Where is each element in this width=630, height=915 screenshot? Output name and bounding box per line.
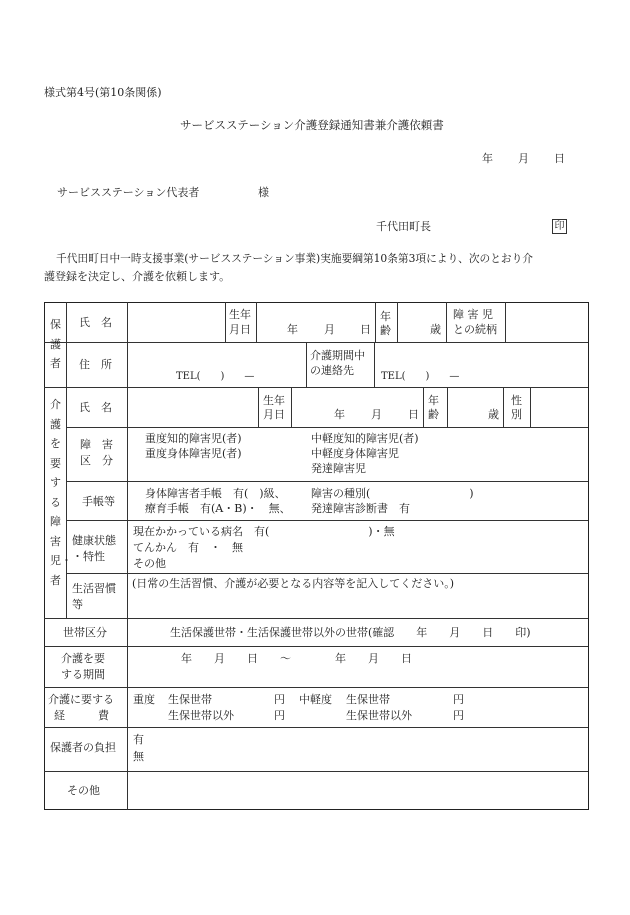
cost-yen: 円 bbox=[274, 693, 285, 706]
guardian-age-unit: 歳 bbox=[430, 323, 441, 336]
child-birth-label-2: 月日 bbox=[263, 408, 285, 421]
body-text-line-2: 護登録を決定し、介護を依頼します。 bbox=[44, 270, 231, 283]
seal-mark: 印 bbox=[552, 219, 567, 234]
contact-label-2: の連絡先 bbox=[310, 364, 354, 377]
child-sex-label-1: 性 bbox=[511, 394, 522, 407]
disability-category-label-2: 区 分 bbox=[80, 454, 113, 467]
child-section-label: 介護を要する障害児・者 bbox=[50, 398, 72, 587]
child-age-unit: 歳 bbox=[488, 408, 499, 421]
sender-name: 千代田町長 bbox=[376, 220, 431, 233]
care-cost-label-1: 介護に要する bbox=[48, 693, 114, 706]
child-age-label-2: 齢 bbox=[428, 408, 439, 421]
date-day-label: 日 bbox=[554, 152, 565, 165]
cost-severe-label: 重度 bbox=[133, 693, 155, 706]
child-sex-label-2: 別 bbox=[511, 408, 522, 421]
category-option: 中軽度知的障害児(者) bbox=[311, 432, 419, 445]
cost-yen: 円 bbox=[453, 709, 464, 722]
category-option: 中軽度身体障害児 bbox=[311, 447, 399, 460]
cost-severe-welfare: 生保世帯 bbox=[168, 693, 212, 706]
habits-note: (日常の生活習慣、介護が必要となる内容等を記入してください。) bbox=[132, 577, 455, 590]
other-label: その他 bbox=[67, 784, 100, 797]
guardian-tel: TEL( ) — bbox=[176, 371, 255, 382]
cost-yen: 円 bbox=[274, 709, 285, 722]
child-birth-day: 日 bbox=[408, 408, 419, 421]
child-age-label-1: 年 bbox=[428, 394, 439, 407]
handbook-line-2a: 療育手帳 有(A・B)・ 無、 bbox=[145, 502, 291, 515]
category-option: 発達障害児 bbox=[311, 462, 366, 475]
date-year-label: 年 bbox=[482, 152, 493, 165]
guardian-birth-label-2: 月日 bbox=[229, 323, 251, 336]
guardian-age-label-1: 年 bbox=[380, 310, 391, 323]
guardian-age-label-2: 齢 bbox=[380, 324, 391, 337]
child-birth-month: 月 bbox=[371, 408, 382, 421]
guardian-burden-label: 保護者の負担 bbox=[50, 741, 116, 754]
child-name-label: 氏 名 bbox=[79, 401, 112, 414]
guardian-address-label: 住 所 bbox=[79, 358, 112, 371]
health-line-2: てんかん 有 ・ 無 bbox=[133, 541, 243, 554]
care-period-label-2: する期間 bbox=[61, 668, 105, 681]
care-cost-label-2: 経 費 bbox=[54, 709, 109, 722]
relation-label-1: 障 害 児 bbox=[453, 308, 493, 321]
cost-moderate-non-welfare: 生保世帯以外 bbox=[346, 709, 412, 722]
handbook-line-1b: 障害の種別( ) bbox=[311, 487, 474, 500]
addressee-honorific: 様 bbox=[258, 186, 269, 199]
form-number: 様式第4号(第10条関係) bbox=[44, 86, 162, 99]
disability-category-label-1: 障 害 bbox=[80, 438, 113, 451]
guardian-birth-day: 日 bbox=[360, 323, 371, 336]
cost-moderate-label: 中軽度 bbox=[299, 693, 332, 706]
form-title: サービスステーション介護登録通知書兼介護依頼書 bbox=[180, 118, 444, 132]
care-period-label-1: 介護を要 bbox=[61, 652, 105, 665]
category-option: 重度知的障害児(者) bbox=[145, 432, 242, 445]
guardian-birth-year: 年 bbox=[287, 323, 298, 336]
health-label-2: ・特性 bbox=[72, 550, 105, 563]
burden-yes: 有 bbox=[133, 733, 144, 746]
care-period-value: 年 月 日 ～ 年 月 日 bbox=[181, 652, 412, 665]
guardian-birth-month: 月 bbox=[324, 323, 335, 336]
handbook-label: 手帳等 bbox=[82, 495, 115, 508]
cost-moderate-welfare: 生保世帯 bbox=[346, 693, 390, 706]
burden-no: 無 bbox=[133, 750, 144, 763]
health-line-1: 現在かかっている病名 有( )・無 bbox=[133, 525, 395, 538]
body-text-line-1: 千代田町日中一時支援事業(サービスステーション事業)実施要綱第10条第3項により、次のとおり介 bbox=[56, 252, 533, 265]
cost-severe-non-welfare: 生保世帯以外 bbox=[168, 709, 234, 722]
contact-label-1: 介護期間中 bbox=[310, 349, 365, 362]
child-birth-label-1: 生年 bbox=[263, 394, 285, 407]
guardian-section-label: 保護者 bbox=[50, 318, 61, 370]
health-line-3: その他 bbox=[133, 557, 166, 570]
handbook-line-1a: 身体障害者手帳 有( )級、 bbox=[145, 487, 286, 500]
date-month-label: 月 bbox=[518, 152, 529, 165]
relation-label-2: との続柄 bbox=[453, 323, 497, 336]
household-value: 生活保護世帯・生活保護世帯以外の世帯(確認 年 月 日 印) bbox=[170, 626, 531, 639]
health-label-1: 健康状態 bbox=[72, 534, 116, 547]
child-birth-year: 年 bbox=[334, 408, 345, 421]
addressee-name: サービスステーション代表者 bbox=[57, 186, 200, 199]
registration-form-table bbox=[44, 302, 589, 810]
guardian-birth-label-1: 生年 bbox=[229, 308, 251, 321]
habits-label-2: 等 bbox=[72, 598, 83, 611]
contact-tel: TEL( ) — bbox=[381, 371, 460, 382]
household-label: 世帯区分 bbox=[63, 626, 107, 639]
category-option: 重度身体障害児(者) bbox=[145, 447, 242, 460]
handbook-line-2b: 発達障害診断書 有 bbox=[311, 502, 410, 515]
cost-yen: 円 bbox=[453, 693, 464, 706]
habits-label-1: 生活習慣 bbox=[72, 582, 116, 595]
guardian-name-label: 氏 名 bbox=[79, 316, 112, 329]
